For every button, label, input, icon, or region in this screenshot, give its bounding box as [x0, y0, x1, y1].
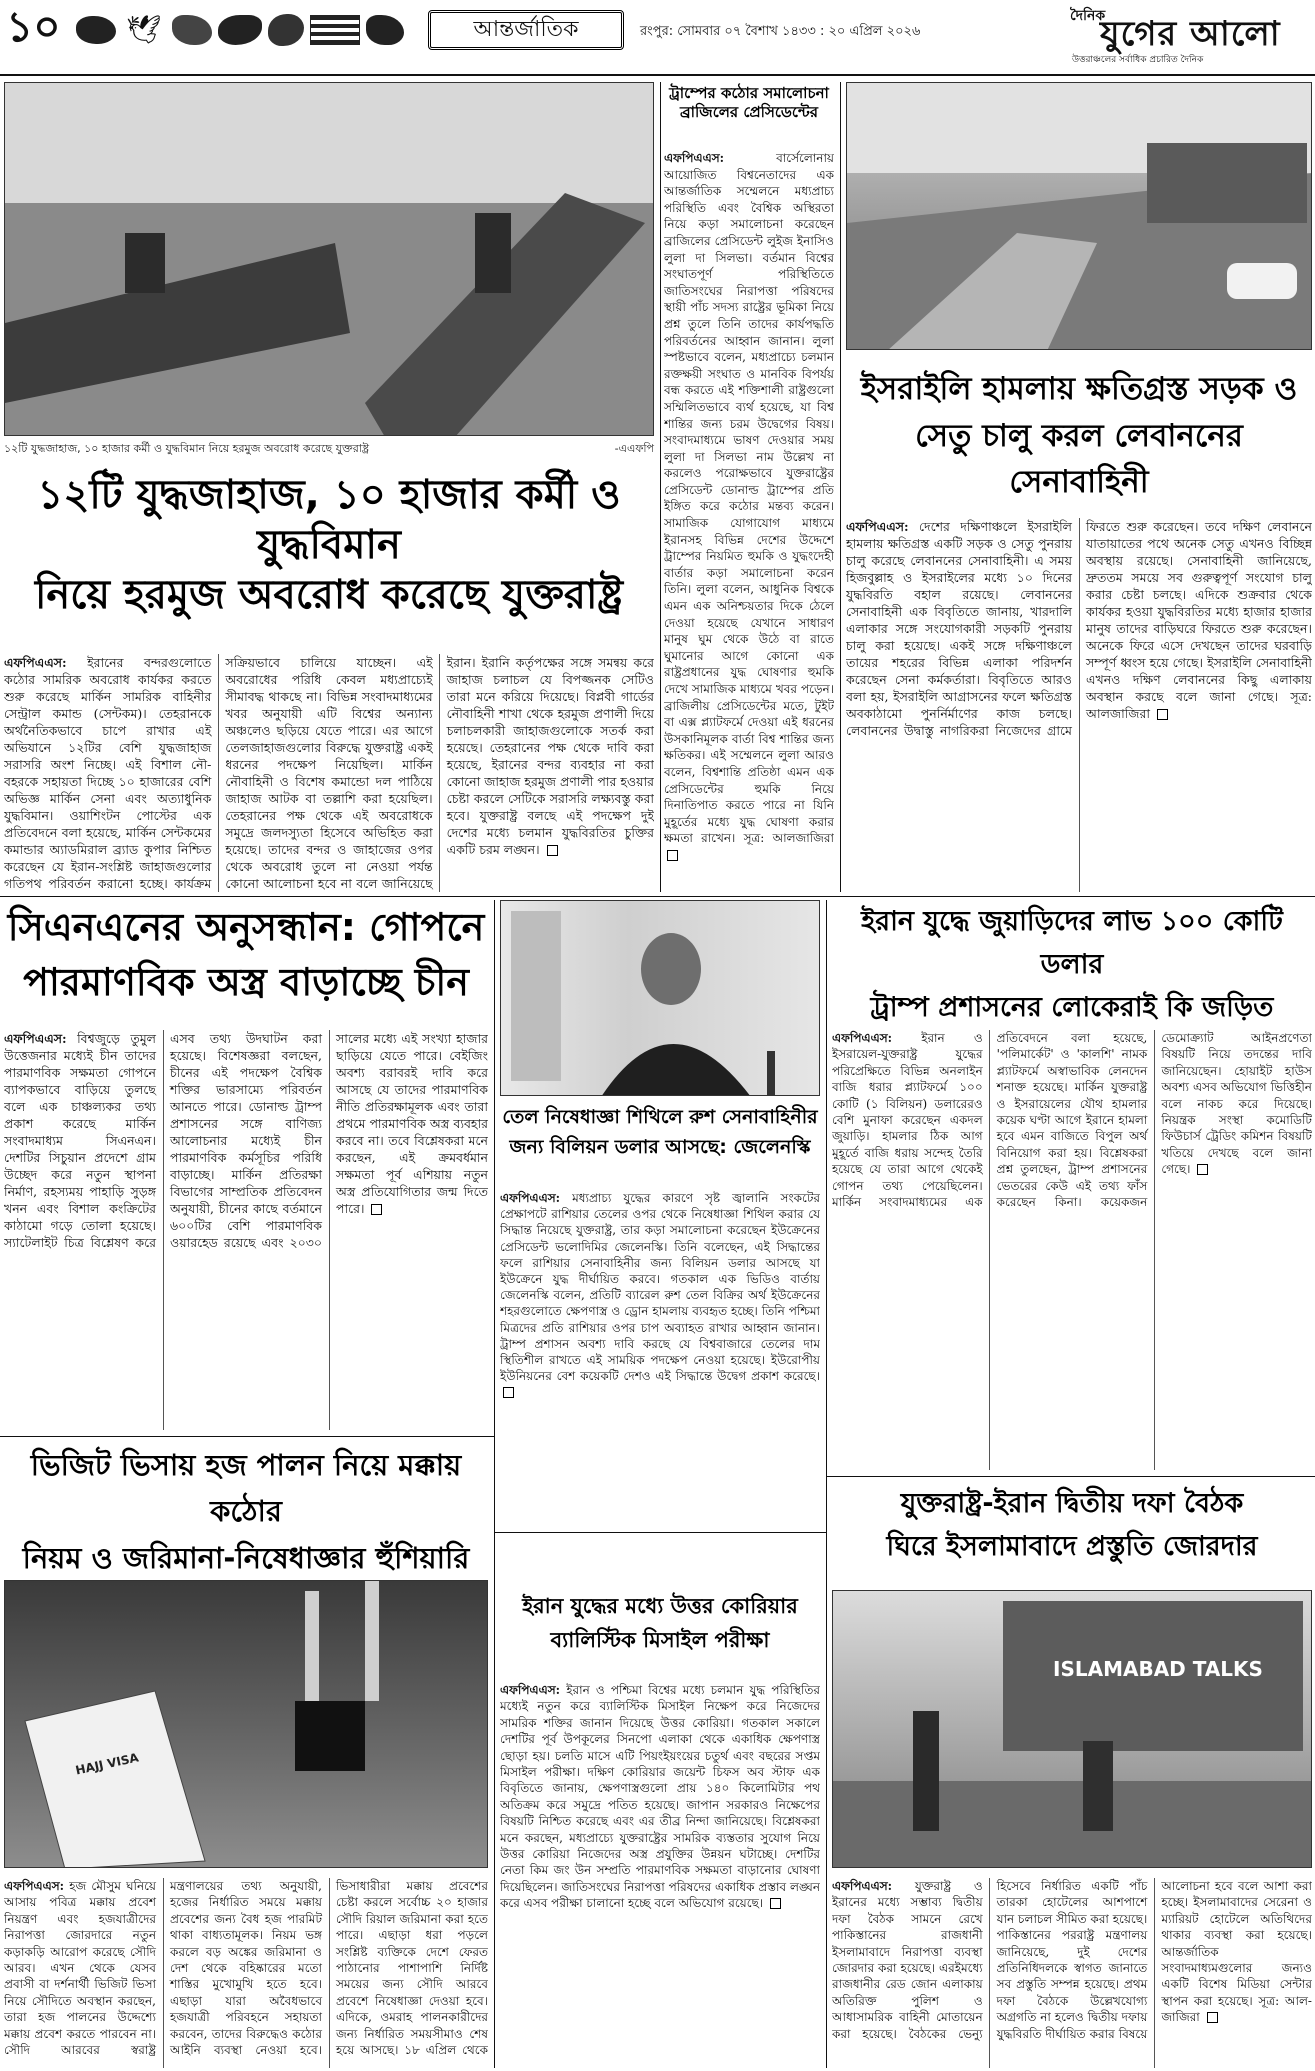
column-rule — [840, 82, 841, 892]
warships-photo — [4, 82, 654, 436]
column-rule — [826, 1476, 827, 2068]
zelensky-body — [500, 1190, 820, 1528]
warships-photo-caption: ১২টি যুদ্ধজাহাজ, ১০ হাজার কর্মী ও যুদ্ধবিমান নিয়ে হরমুজ অবরোধ করেছে যুক্তরাষ্ট্র — [4, 442, 369, 455]
brazil-headline-line2: ব্রাজিলের প্রেসিডেন্টের — [679, 102, 819, 121]
lebanon-road-photo — [846, 82, 1312, 350]
end-mark-icon — [1157, 709, 1168, 720]
hormuz-text: ইরানের বন্দরগুলোতে কঠোর সামরিক অবরোধ কার্যকর করতে শুরু করেছে মার্কিন সামরিক বাহিনীর সেন্ট্রাল কমান্ড (সেন্টকম)। তেহরানকে অর্থনৈতিকভাবে চাপে রাখার এই অভিযানে ১২টির বেশি যুদ্ধজাহাজ সরাসরি অংশ নিচ্ছে। এই বিশাল নৌ-বহরকে সহায়তা দিচ্ছে ১০ হাজারের বেশি অভিজ্ঞ মার্কিন সেনা এবং অত্যাধুনিক যুদ্ধবিমান। ওয়াশিংটন পোস্টের এক প্রতিবেদনে বলা হয়েছে, মার্কিন সেন্টকমের কমান্ডার অ্যাডমিরাল ব্র্যাড কুপার নিশ্চিত করেছেন যে ইরান-সংশ্লিষ্ট জাহাজগুলোর গতিপথ পরিবর্তন করানো হচ্ছে। কার্যক্রম সক্রিয়ভাবে চালিয়ে যাচ্ছেন। এই অবরোধের পরিধি কেবল মধ্যপ্রাচ্যেই সীমাবদ্ধ থাকছে না। বিভিন্ন সংবাদমাধ্যমের খবর অনুযায়ী এটি বিশ্বের অন্যান্য অঞ্চলেও ছড়িয়ে যেতে পারে। এর আগে তেলজাহাজগুলোর বিরুদ্ধে যুক্তরাষ্ট্র একই ধরনের পদক্ষেপ নিয়েছিল। মার্কিন নৌবাহিনী ও বিশেষ কমান্ডো দল পাঠিয়ে জাহাজ আটক বা তল্লাশি করা হয়েছিল। তেহরানের পক্ষ থেকে এই অবরোধকে সমুদ্রে জলদস্যুতা হিসেবে অভিহিত করা হয়েছে। তাদের বন্দর ও জাহাজের ওপর থেকে অবরোধ তুলে না নেওয়া পর্যন্ত কোনো আলোচনা হবে না বলে জানিয়েছে ইরান। ইরানি কর্তৃপক্ষের সঙ্গে সমন্বয় করে জাহাজ চলাচল যে বিপজ্জনক সেটিও তারা মনে করিয়ে দিয়েছে। বিপ্লবী গার্ডের নৌবাহিনী শাখা থেকে হরমুজ প্রণালী দিয়ে চলাচলকারী জাহাজগুলোকে সতর্ক করা হয়েছে। তেহরানের পক্ষ থেকে দাবি করা হয়েছে, ইরানের বন্দর ব্যবহার না করা কোনো জাহাজ হরমুজ প্রণালী পার হওয়ার চেষ্টা করলে সেটিকে সরাসরি লক্ষ্যবস্তু করা হবে। যুক্তরাষ্ট্র বলছে এই পদক্ষেপ দুই দেশের মধ্যে চলমান যুদ্ধবিরতির চুক্তির একটি চরম লঙ্ঘন। — [4, 655, 654, 891]
islamabad-talks-banner: ISLAMABAD TALKS — [1053, 1657, 1263, 1681]
page-number: ১০ — [6, 2, 61, 51]
section-label — [428, 10, 624, 50]
logo-main: যুগের আলো — [1100, 14, 1281, 54]
gamblers-headline-line2: ট্রাম্প প্রশাসনের লোকেরাই কি জড়িত — [870, 992, 1274, 1024]
lebanon-headline — [846, 366, 1312, 500]
north-korea-dateline: এফপিএএস: — [500, 1683, 561, 1697]
end-mark-icon — [1207, 2012, 1218, 2023]
end-mark-icon — [547, 845, 558, 856]
end-mark-icon — [667, 850, 678, 861]
hajj-body — [4, 1878, 488, 2068]
lebanon-text: দেশের দক্ষিণাঞ্চলে ইসরাইলি হামলায় ক্ষতিগ্রস্ত একটি সড়ক ও সেতু পুনরায় চালু করেছে লেবাননের সেনাবাহিনী। এ সময় হিজবুল্লাহ ও ইসরাইলের মধ্যে ১০ দিনের যুদ্ধবিরতি বহাল রয়েছে। লেবাননের সেনাবাহিনী এক বিবৃতিতে জানায়, খারদালি এলাকার সঙ্গে সংযোগকারী সড়কটি পুনরায় চালু করা হয়েছে। একই সঙ্গে দক্ষিণাঞ্চলে তায়ের শহরের বিভিন্ন এলাকা পরিদর্শন করেছেন সেনা কর্মকর্তারা। বিবৃতিতে আরও বলা হয়, ইসরাইলি আগ্রাসনের ফলে ক্ষতিগ্রস্ত অবকাঠামো পুনর্নির্মাণের কাজ চলছে। লেবাননের উদ্বাস্তু নাগরিকরা নিজেদের গ্রামে ফিরতে শুরু করেছেন। তবে দক্ষিণ লেবাননে যাতায়াতের পথে অনেক সেতু এখনও বিচ্ছিন্ন অবস্থায় রয়েছে। সেনাবাহিনী জানিয়েছে, দ্রুততম সময়ে সব গুরুত্বপূর্ণ সংযোগ চালু করার চেষ্টা চলছে। এদিকে শুক্রবার থেকে কার্যকর হওয়া যুদ্ধবিরতির মধ্যে হাজার হাজার মানুষ তাদের বাড়িঘরে ফিরতে শুরু করেছেন। অনেকে ফিরে এসে দেখছেন তাদের ঘরবাড়ি সম্পূর্ণ ধ্বংস হয়ে গেছে। ইসরাইলি সেনাবাহিনী এখনও দক্ষিণ লেবাননের কিছু এলাকায় অবস্থান করছে বলে জানা গেছে। সূত্র: আলজাজিরা — [846, 519, 1312, 738]
islamabad-headline-line2: ঘিরে ইসলামাবাদে প্রস্তুতি জোরদার — [886, 1531, 1258, 1563]
china-body — [4, 1030, 488, 1430]
section-rule — [0, 1436, 494, 1437]
world-map-icon — [172, 15, 212, 45]
brazil-text: বার্সেলোনায় আয়োজিত বিশ্বনেতাদের এক আন্তর্জাতিক সম্মেলনে মধ্যপ্রাচ্য পরিস্থিতি এবং বৈশ্বিক অস্থিরতা নিয়ে কড়া সমালোচনা করেছেন ব্রাজিলের প্রেসিডেন্ট লুইজ ইনাসিও লুলা দা সিলভা। বর্তমান বিশ্বের সংঘাতপূর্ণ পরিস্থিতিতে জাতিসংঘের নিরাপত্তা পরিষদের স্থায়ী পাঁচ সদস্য রাষ্ট্রের ভূমিকা নিয়ে প্রশ্ন তুলে তিনি তাদের কার্যপদ্ধতি পরিবর্তনের আহ্বান জানান। লুলা স্পষ্টভাবে বলেন, মধ্যপ্রাচ্যে চলমান রক্তক্ষয়ী সংঘাত ও মানবিক বিপর্যয় বন্ধ করতে এই শক্তিশালী রাষ্ট্রগুলো সম্মিলিতভাবে ব্যর্থ হয়েছে, যা বিশ্ব শান্তির জন্য চরম উদ্বেগের বিষয়। সংবাদমাধ্যমে ভাষণ দেওয়ার সময় লুলা দা সিলভা নাম উল্লেখ না করলেও পরোক্ষভাবে যুক্তরাষ্ট্রের প্রেসিডেন্ট ডোনাল্ড ট্রাম্পের প্রতি ইঙ্গিত করে কঠোর মন্তব্য করেন। সামাজিক যোগাযোগ মাধ্যমে ইরানসহ বিভিন্ন দেশের উদ্দেশে ট্রাম্পের নিয়মিত হুমকি ও যুদ্ধংদেহী বার্তার কড়া সমালোচনা করেন তিনি। লুলা বলেন, আধুনিক বিশ্বকে এমন এক অনিশ্চয়তার দিকে ঠেলে দেওয়া হয়েছে যেখানে সাধারণ মানুষ ঘুম থেকে উঠে বা রাতে ঘুমানোর আগে কোনো এক রাষ্ট্রপ্রধানের যুদ্ধ ঘোষণার হুমকি দেখে সামাজিক মাধ্যমে খবর পড়েন। ব্রাজিলীয় প্রেসিডেন্টের মতে, টুইট বা এক্স প্ল্যাটফর্মে দেওয়া এই ধরনের উসকানিমূলক বার্তা বিশ্ব শান্তির জন্য ক্ষতিকর। এই সম্মেলনে লুলা আরও বলেন, বিশ্বশান্তি প্রতিষ্ঠা এমন এক প্রেসিডেন্টের হুমকি নিয়ে দিনাতিপাত করতে পারে না যিনি মুহূর্তের মধ্যে যুদ্ধ ঘোষণা করার ক্ষমতা রাখেন। সূত্র: আলজাজিরা — [664, 151, 834, 846]
australia-map-icon — [76, 16, 116, 44]
gamblers-dateline: এফপিএএস: — [832, 1031, 893, 1045]
islamabad-text: যুক্তরাষ্ট্র ও ইরানের মধ্যে সম্ভাব্য দ্বিতীয় দফা বৈঠক সামনে রেখে পাকিস্তানের রাজধানী ইসলামাবাদে নিরাপত্তা ব্যবস্থা জোরদার করা হয়েছে। এরইমধ্যে রাজধানীর রেড জোন এলাকায় অতিরিক্ত পুলিশ ও আধাসামরিক বাহিনী মোতায়েন করা হয়েছে। বৈঠকের ভেন্যু হিসেবে নির্ধারিত একটি পাঁচ তারকা হোটেলের আশপাশে যান চলাচল সীমিত করা হয়েছে। পাকিস্তানের পররাষ্ট্র মন্ত্রণালয় জানিয়েছে, দুই দেশের প্রতিনিধিদলকে স্বাগত জানাতে সব প্রস্তুতি সম্পন্ন হয়েছে। প্রথম দফা বৈঠকে উল্লেখযোগ্য অগ্রগতি না হলেও দ্বিতীয় দফায় যুদ্ধবিরতি দীর্ঘায়িত করার বিষয়ে আলোচনা হবে বলে আশা করা হচ্ছে। ইসলামাবাদের সেরেনা ও ম্যারিয়ট হোটেলে অতিথিদের থাকার ব্যবস্থা করা হয়েছে। আন্তর্জাতিক সংবাদমাধ্যমগুলোর জন্যও একটি বিশেষ মিডিয়া সেন্টার স্থাপন করা হয়েছে। সূত্র: আল-জাজিরা — [832, 1879, 1312, 2041]
page-header — [0, 0, 1315, 74]
north-korea-headline-line2: ব্যালিস্টিক মিসাইল পরীক্ষা — [550, 1627, 770, 1652]
china-headline — [4, 900, 488, 1016]
column-rule — [826, 900, 827, 1480]
us-flag-icon — [310, 15, 360, 45]
gamblers-text: ইরান ও ইসরায়েল-যুক্তরাষ্ট্র যুদ্ধের পরিপ্রেক্ষিতে বিভিন্ন অনলাইন বাজি ধরার প্ল্যাটফর্মে ১০০ কোটি (১ বিলিয়ন) ডলারেরও বেশি মুনাফা করেছেন একদল জুয়াড়ি। হামলার ঠিক আগ মুহূর্তে বাজি ধরায় সন্দেহ তৈরি হয়েছে যে তারা আগে থেকেই গোপন তথ্য পেয়েছিলেন। মার্কিন সংবাদমাধ্যমের এক প্রতিবেদনে বলা হয়েছে, 'পলিমার্কেট' ও 'কালশি' নামক প্ল্যাটফর্মে অস্বাভাবিক লেনদেন শনাক্ত হয়েছে। মার্কিন যুক্তরাষ্ট্র ও ইসরায়েলের যৌথ হামলার কয়েক ঘণ্টা আগে ইরানে হামলা হবে এমন বাজিতে বিপুল অর্থ বিনিয়োগ করা হয়। বিশ্লেষকরা প্রশ্ন তুলছেন, ট্রাম্প প্রশাসনের ভেতরের কেউ এই তথ্য ফাঁস করেছেন কিনা। কয়েকজন ডেমোক্র্যাট আইনপ্রণেতা বিষয়টি নিয়ে তদন্তের দাবি জানিয়েছেন। হোয়াইট হাউস অবশ্য এসব অভিযোগ ভিত্তিহীন বলে নাকচ করে দিয়েছে। নিয়ন্ত্রক সংস্থা কমোডিটি ফিউচার্স ট্রেডিং কমিশন বিষয়টি খতিয়ে দেখছে বলে জানা গেছে। — [832, 1031, 1312, 1210]
brazil-headline — [664, 84, 834, 146]
end-mark-icon — [1197, 1164, 1208, 1175]
islamabad-photo — [832, 1590, 1312, 1868]
hormuz-headline-line2: নিয়ে হরমুজ অবরোধ করেছে যুক্তরাষ্ট্র — [34, 572, 624, 618]
bird-icon: 🕊 — [126, 13, 162, 46]
end-mark-icon — [371, 1204, 382, 1215]
africa-map-icon — [268, 14, 304, 46]
hajj-visa-card-label: HAJJ VISA — [74, 1750, 140, 1778]
saudi-map-icon — [366, 15, 404, 45]
hormuz-headline — [4, 470, 654, 630]
zelensky-headline-line1: তেল নিষেধাজ্ঞা শিথিলে রুশ সেনাবাহিনীর — [502, 1106, 818, 1128]
hajj-text: হজ মৌসুম ঘনিয়ে আসায় পবিত্র মক্কায় প্রবেশ নিয়ন্ত্রণ এবং হজযাত্রীদের নিরাপত্তা জোরদারে নতুন কড়াকড়ি আরোপ করেছে সৌদি আরব। এখন থেকে যেসব প্রবাসী বা দর্শনার্থী ভিজিট ভিসা নিয়ে সৌদিতে অবস্থান করছেন, তারা হজ পালনের উদ্দেশ্যে মক্কায় প্রবেশ করতে পারবেন না। সৌদি আরবের স্বরাষ্ট্র মন্ত্রণালয়ের তথ্য অনুযায়ী, হজের নির্ধারিত সময়ে মক্কায় প্রবেশের জন্য বৈধ হজ পারমিট থাকা বাধ্যতামূলক। নিয়ম ভঙ্গ করলে বড় অঙ্কের জরিমানা ও দেশ থেকে বহিষ্কারের মতো শাস্তির মুখোমুখি হতে হবে। এছাড়া যারা অবৈধভাবে হজযাত্রী পরিবহনে সহায়তা করবেন, তাদের বিরুদ্ধেও কঠোর আইনি ব্যবস্থা নেওয়া হবে। ভিসাধারীরা মক্কায় প্রবেশের চেষ্টা করলে সর্বোচ্চ ২০ হাজার সৌদি রিয়াল জরিমানা করা হতে পারে। এছাড়া ধরা পড়লে সংশ্লিষ্ট ব্যক্তিকে দেশে ফেরত পাঠানোর পাশাপাশি নির্দিষ্ট সময়ের জন্য সৌদি আরবে প্রবেশে নিষেধাজ্ঞা দেওয়া হবে। এদিকে, ওমরাহ পালনকারীদের জন্য নির্ধারিত সময়সীমাও শেষ হয়ে আসছে। ১৮ এপ্রিল থেকে — [4, 1879, 488, 2058]
section-rule — [0, 896, 1315, 897]
zelensky-text: মধ্যপ্রাচ্য যুদ্ধের কারণে সৃষ্ট জ্বালানি সংকটের প্রেক্ষাপটে রাশিয়ার তেলের ওপর থেকে নিষেধাজ্ঞা শিথিল করার যে সিদ্ধান্ত নিয়েছে যুক্তরাষ্ট্র, তার কড়া সমালোচনা করেছেন ইউক্রেনের প্রেসিডেন্ট ভলোদিমির জেলেনস্কি। তিনি বলেছেন, এই সিদ্ধান্তের ফলে রাশিয়ার সেনাবাহিনীর জন্য বিলিয়ন ডলার আসছে যা ইউক্রেনে যুদ্ধ দীর্ঘায়িত করবে। গতকাল এক ভিডিও বার্তায় জেলেনস্কি বলেন, প্রতিটি ব্যারেল রুশ তেল বিক্রির অর্থ ইউক্রেনের শহরগুলোতে ক্ষেপণাস্ত্র ও ড্রোন হামলায় ব্যবহৃত হচ্ছে। তিনি পশ্চিমা মিত্রদের প্রতি রাশিয়ার ওপর চাপ অব্যাহত রাখার আহ্বান জানান। ট্রাম্প প্রশাসন অবশ্য দাবি করছে যে বিশ্ববাজারে তেলের দাম স্থিতিশীল রাখতে এই সাময়িক পদক্ষেপ নেওয়া হয়েছে। ইউরোপীয় ইউনিয়নের বেশ কয়েকটি দেশও এই সিদ্ধান্তে উদ্বেগ প্রকাশ করেছে। — [500, 1191, 820, 1384]
hormuz-dateline: এফপিএএস: — [4, 655, 67, 670]
hajj-photo — [4, 1580, 488, 1868]
hajj-dateline: এফপিএএস: — [4, 1879, 65, 1893]
hormuz-headline-line1: ১২টি যুদ্ধজাহাজ, ১০ হাজার কর্মী ও যুদ্ধবিমান — [37, 472, 621, 568]
header-rule — [0, 74, 1315, 76]
end-mark-icon — [770, 1898, 781, 1909]
column-rule — [494, 1436, 495, 2068]
zelensky-photo — [500, 900, 820, 1096]
islamabad-headline-line1: যুক্তরাষ্ট্র-ইরান দ্বিতীয় দফা বৈঠক — [900, 1488, 1244, 1519]
hajj-headline — [4, 1442, 488, 1575]
islamabad-headline — [832, 1482, 1312, 1586]
zelensky-headline — [500, 1102, 820, 1182]
north-korea-body — [500, 1682, 820, 2068]
masthead-logo — [1066, 2, 1312, 68]
north-korea-headline — [500, 1590, 820, 1670]
lebanon-dateline: এফপিএএস: — [846, 519, 909, 534]
lebanon-headline-line2: সেতু চালু করল লেবাননের সেনাবাহিনী — [915, 417, 1243, 500]
brazil-body — [664, 150, 834, 892]
gamblers-headline — [832, 900, 1312, 1024]
gamblers-body — [832, 1030, 1312, 1470]
section-rule — [826, 1476, 1315, 1477]
zelensky-dateline: এফপিএএস: — [500, 1191, 561, 1205]
north-korea-headline-line1: ইরান যুদ্ধের মধ্যে উত্তর কোরিয়ার — [522, 1594, 798, 1618]
hormuz-body — [4, 654, 654, 892]
north-korea-text: ইরান ও পশ্চিমা বিশ্বের মধ্যে চলমান যুদ্ধ পরিস্থিতির মধ্যেই নতুন করে ব্যালিস্টিক মিসাইল নিক্ষেপ করে নিজেদের সামরিক শক্তির জানান দিয়েছে উত্তর কোরিয়া। গতকাল সকালে দেশটির পূর্ব উপকূলের সিনপো এলাকা থেকে একাধিক ক্ষেপণাস্ত্র ছোড়া হয়। চলতি মাসে এটি পিয়ংইয়ংয়ের চতুর্থ এবং বছরের সপ্তম মিসাইল পরীক্ষা। দক্ষিণ কোরিয়ার জয়েন্ট চিফস অব স্টাফ এক বিবৃতিতে জানায়, ক্ষেপণাস্ত্রগুলো প্রায় ১৪০ কিলোমিটার পথ অতিক্রম করে সমুদ্রে পতিত হয়েছে। জাপান সরকারও নিক্ষেপের বিষয়টি নিশ্চিত করেছে এবং এর তীব্র নিন্দা জানিয়েছে। বিশ্লেষকরা মনে করছেন, মধ্যপ্রাচ্যে যুক্তরাষ্ট্রের সামরিক ব্যস্ততার সুযোগ নিয়ে উত্তর কোরিয়া নিজেদের অস্ত্র প্রযুক্তির উন্নয়ন ঘটাচ্ছে। দেশটির নেতা কিম জং উন সম্প্রতি পারমাণবিক সক্ষমতা বাড়ানোর ঘোষণা দিয়েছিলেন। জাতিসংঘের নিরাপত্তা পরিষদের একাধিক প্রস্তাব লঙ্ঘন করে এসব পরীক্ষা চালানো হচ্ছে বলে অভিযোগ রয়েছে। — [500, 1683, 820, 1911]
brazil-dateline: এফপিএএস: — [664, 151, 725, 165]
zelensky-headline-line2: জন্য বিলিয়ন ডলার আসছে: জেলেনস্কি — [509, 1136, 811, 1159]
gamblers-headline-line1: ইরান যুদ্ধে জুয়াড়িদের লাভ ১০০ কোটি ডলার — [861, 906, 1283, 981]
warships-photo-credit: -এএফপি — [614, 442, 654, 455]
column-rule — [660, 82, 661, 892]
islamabad-body — [832, 1878, 1312, 2068]
china-headline-line2: পারমাণবিক অস্ত্র বাড়াচ্ছে চীন — [23, 960, 469, 1005]
place-date: রংপুর: সোমবার ০৭ বৈশাখ ১৪৩৩ : ২০ এপ্রিল ২০২৬ — [640, 24, 921, 39]
section-rule — [494, 1532, 826, 1533]
lebanon-body — [846, 518, 1312, 892]
china-map-icon — [218, 15, 262, 45]
lebanon-headline-line1: ইসরাইলি হামলায় ক্ষতিগ্রস্ত সড়ক ও — [860, 371, 1298, 407]
china-dateline: এফপিএএস: — [4, 1031, 67, 1046]
logo-top: দৈনিক — [1070, 8, 1106, 24]
section-name: আন্তর্জাতিক — [473, 17, 579, 42]
islamabad-dateline: এফপিএএস: — [832, 1879, 893, 1893]
hajj-headline-line2: নিয়ম ও জরিমানা-নিষেধাজ্ঞার হুঁশিয়ারি — [22, 1540, 470, 1575]
hajj-headline-line1: ভিজিট ভিসায় হজ পালন নিয়ে মক্কায় কঠোর — [30, 1448, 462, 1529]
column-rule — [494, 900, 495, 1480]
end-mark-icon — [503, 1387, 514, 1398]
header-icon-strip — [76, 10, 426, 50]
logo-tagline: উত্তরাঞ্চলের সর্বাধিক প্রচারিত দৈনিক — [1072, 55, 1204, 65]
china-text: বিশ্বজুড়ে তুমুল উত্তেজনার মধ্যেই চীন তাদের পারমাণবিক সক্ষমতা গোপনে ব্যাপকভাবে বাড়িয়ে তুলছে বলে এক চাঞ্চল্যকর তথ্য প্রকাশ করেছে মার্কিন সংবাদমাধ্যম সিএনএন। দেশটির সিচুয়ান প্রদেশে গ্রাম উচ্ছেদ করে নতুন স্থাপনা নির্মাণ, রহস্যময় পাহাড়ি সুড়ঙ্গ খনন এবং বিশাল কংক্রিটের কাঠামো গড়ে তোলা হয়েছে। স্যাটেলাইট চিত্র বিশ্লেষণ করে এসব তথ্য উদঘাটন করা হয়েছে। বিশেষজ্ঞরা বলছেন, চীনের এই পদক্ষেপ বৈশ্বিক শক্তির ভারসাম্যে পরিবর্তন আনতে পারে। ডোনাল্ড ট্রাম্প প্রশাসনের সঙ্গে বাণিজ্য আলোচনার মধ্যেই চীন পারমাণবিক কর্মসূচির পরিধি বাড়াচ্ছে। মার্কিন প্রতিরক্ষা বিভাগের সাম্প্রতিক প্রতিবেদন অনুযায়ী, চীনের কাছে বর্তমানে ৬০০টির বেশি পারমাণবিক ওয়ারহেড রয়েছে এবং ২০৩০ সালের মধ্যে এই সংখ্যা হাজার ছাড়িয়ে যেতে পারে। বেইজিং অবশ্য বরাবরই দাবি করে আসছে যে তাদের পারমাণবিক নীতি প্রতিরক্ষামূলক এবং তারা প্রথমে পারমাণবিক অস্ত্র ব্যবহার করবে না। তবে বিশ্লেষকরা মনে করছেন, এই ক্রমবর্ধমান সক্ষমতা পূর্ব এশিয়ায় নতুন অস্ত্র প্রতিযোগিতার জন্ম দিতে পারে। — [4, 1031, 488, 1250]
china-headline-line1: সিএনএনের অনুসন্ধান: গোপনে — [7, 905, 485, 949]
brazil-headline-line1: ট্রাম্পের কঠোর সমালোচনা — [669, 84, 829, 102]
